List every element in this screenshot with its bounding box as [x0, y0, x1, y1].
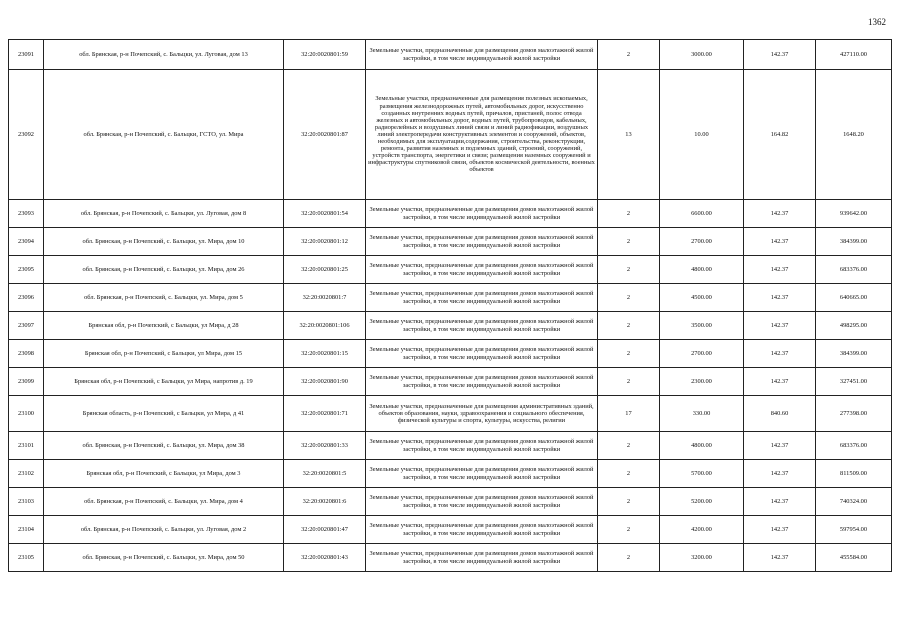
row-category: 2: [598, 432, 660, 460]
row-id: 23097: [9, 312, 44, 340]
row-id: 23093: [9, 200, 44, 228]
row-address: обл. Брянская, р-н Почепский, с. Бальцки, ул. Мира, дом 4: [44, 488, 284, 516]
table-row: [9, 488, 892, 516]
table-row: [9, 228, 892, 256]
row-area: 3000.00: [660, 40, 744, 70]
table-row: [9, 256, 892, 284]
row-category: 2: [598, 40, 660, 70]
row-value: 277398.00: [816, 396, 892, 432]
table-row: [9, 460, 892, 488]
row-id: 23091: [9, 40, 44, 70]
row-id: 23105: [9, 544, 44, 572]
row-cadastral-number: 32:20:0020801:47: [284, 516, 366, 544]
row-address: Брянская обл, р-н Почепский, с Бальцки, ул Мира, дом 15: [44, 340, 284, 368]
row-area: 4800.00: [660, 256, 744, 284]
row-area: 3200.00: [660, 544, 744, 572]
table-row: [9, 432, 892, 460]
row-rate: 142.37: [744, 460, 816, 488]
row-value: 1648.20: [816, 70, 892, 200]
table-row: [9, 70, 892, 200]
row-address: Брянская обл, р-н Почепский, с Бальцки, ул Мира, дом 3: [44, 460, 284, 488]
table-row: [9, 340, 892, 368]
row-category: 2: [598, 368, 660, 396]
row-cadastral-number: 32:20:0020801:25: [284, 256, 366, 284]
row-cadastral-number: 32:20:0020801:7: [284, 284, 366, 312]
row-value: 327451.00: [816, 368, 892, 396]
table-row: [9, 368, 892, 396]
row-rate: 142.37: [744, 488, 816, 516]
row-address: Брянская область, р-н Почепский, с Бальцки, ул Мира, д 41: [44, 396, 284, 432]
row-land-use: Земельные участки, предназначенные для размещения домов малоэтажной жилой застройки, в том числе индивидуальной жилой застройки: [366, 228, 598, 256]
row-area: 4200.00: [660, 516, 744, 544]
row-rate: 142.37: [744, 256, 816, 284]
row-id: 23099: [9, 368, 44, 396]
row-value: 455584.00: [816, 544, 892, 572]
row-rate: 142.37: [744, 516, 816, 544]
row-cadastral-number: 32:20:0020801:43: [284, 544, 366, 572]
row-area: 4500.00: [660, 284, 744, 312]
row-value: 683376.00: [816, 432, 892, 460]
row-category: 2: [598, 312, 660, 340]
row-rate: 142.37: [744, 312, 816, 340]
row-land-use: Земельные участки, предназначенные для размещения домов малоэтажной жилой застройки, в том числе индивидуальной жилой застройки: [366, 312, 598, 340]
row-address: обл. Брянская, р-н Почепский, с. Бальцки, ул. Мира, дом 26: [44, 256, 284, 284]
row-value: 811509.00: [816, 460, 892, 488]
row-id: 23103: [9, 488, 44, 516]
row-rate: 164.82: [744, 70, 816, 200]
row-area: 3500.00: [660, 312, 744, 340]
row-address: обл. Брянская, р-н Почепский, с. Бальцки, ул. Луговая, дом 13: [44, 40, 284, 70]
row-land-use: Земельные участки, предназначенные для размещения домов малоэтажной жилой застройки, в том числе индивидуальной жилой застройки: [366, 200, 598, 228]
row-value: 740324.00: [816, 488, 892, 516]
row-category: 2: [598, 256, 660, 284]
row-rate: 142.37: [744, 40, 816, 70]
row-land-use: Земельные участки, предназначенные для размещения домов малоэтажной жилой застройки, в том числе индивидуальной жилой застройки: [366, 368, 598, 396]
row-id: 23101: [9, 432, 44, 460]
table-row: [9, 544, 892, 572]
row-area: 10.00: [660, 70, 744, 200]
row-cadastral-number: 32:20:0020801:54: [284, 200, 366, 228]
table-row: [9, 516, 892, 544]
row-category: 2: [598, 488, 660, 516]
row-land-use: Земельные участки, предназначенные для размещения полезных ископаемых, размещения железнодорожных путей, автомобильных дорог, искусственно созданных внутренних водных путей, причалов, пристаней, полос отвода железных и автомобильных дорог, водных путей, трубопроводов, кабельных, радиорелейных и воздушных линий связи и линий радиофикации, воздушных линий электропередачи конструктивных элементов и сооружений, объектов, необходимых для эксплуатации,содержания, строительства, реконструкции, ремонта, развития наземных и подземных зданий, строений, сооружений, устройств транспорта, энергетики и связи; размещения наземных сооружений и инфраструктуры спутниковой связи, объектов космической деятельности, военных объектов: [366, 70, 598, 200]
row-address: Брянская обл, р-н Почепский, с Бальцки, ул Мира, д 28: [44, 312, 284, 340]
row-rate: 142.37: [744, 284, 816, 312]
row-area: 330.00: [660, 396, 744, 432]
row-address: обл. Брянская, р-н Почепский, с. Бальцки, ул. Мира, дом 38: [44, 432, 284, 460]
row-land-use: Земельные участки, предназначенные для размещения домов малоэтажной жилой застройки, в том числе индивидуальной жилой застройки: [366, 256, 598, 284]
row-rate: 142.37: [744, 544, 816, 572]
row-id: 23098: [9, 340, 44, 368]
row-land-use: Земельные участки, предназначенные для размещения домов малоэтажной жилой застройки, в том числе индивидуальной жилой застройки: [366, 284, 598, 312]
row-category: 2: [598, 460, 660, 488]
row-value: 498295.00: [816, 312, 892, 340]
row-rate: 142.37: [744, 200, 816, 228]
row-address: Брянская обл, р-н Почепский, с Бальцки, ул Мира, напротив д. 19: [44, 368, 284, 396]
row-category: 2: [598, 340, 660, 368]
row-land-use: Земельные участки, предназначенные для размещения домов малоэтажной жилой застройки, в том числе индивидуальной жилой застройки: [366, 544, 598, 572]
row-address: обл. Брянская, р-н Почепский, с. Бальцки, ул. Луговая, дом 8: [44, 200, 284, 228]
row-id: 23104: [9, 516, 44, 544]
row-category: 2: [598, 284, 660, 312]
row-land-use: Земельные участки, предназначенные для размещения домов малоэтажной жилой застройки, в том числе индивидуальной жилой застройки: [366, 460, 598, 488]
row-land-use: Земельные участки, предназначенные для размещения домов малоэтажной жилой застройки, в том числе индивидуальной жилой застройки: [366, 516, 598, 544]
row-cadastral-number: 32:20:0020801:71: [284, 396, 366, 432]
row-area: 2700.00: [660, 228, 744, 256]
row-land-use: Земельные участки, предназначенные для размещения домов малоэтажной жилой застройки, в том числе индивидуальной жилой застройки: [366, 432, 598, 460]
row-category: 17: [598, 396, 660, 432]
table-row: [9, 200, 892, 228]
row-value: 597954.00: [816, 516, 892, 544]
row-rate: 840.60: [744, 396, 816, 432]
row-id: 23094: [9, 228, 44, 256]
row-cadastral-number: 32:20:0020801:90: [284, 368, 366, 396]
row-value: 384399.00: [816, 340, 892, 368]
row-cadastral-number: 32:20:0020801:5: [284, 460, 366, 488]
row-rate: 142.37: [744, 340, 816, 368]
row-land-use: Земельные участки, предназначенные для размещения домов малоэтажной жилой застройки, в том числе индивидуальной жилой застройки: [366, 40, 598, 70]
row-address: обл. Брянская, р-н Почепский, с. Бальцки, ГСТО, ул. Мира: [44, 70, 284, 200]
row-id: 23102: [9, 460, 44, 488]
table-row: [9, 40, 892, 70]
row-area: 2700.00: [660, 340, 744, 368]
row-value: 384399.00: [816, 228, 892, 256]
row-rate: 142.37: [744, 368, 816, 396]
cadastral-registry-table: [8, 39, 892, 572]
row-value: 427110.00: [816, 40, 892, 70]
row-address: обл. Брянская, р-н Почепский, с. Бальцки, ул. Мира, дом 50: [44, 544, 284, 572]
row-id: 23096: [9, 284, 44, 312]
row-area: 2300.00: [660, 368, 744, 396]
row-land-use: Земельные участки, предназначенные для размещения административных зданий, объектов образования, науки, здравоохранения и социального обеспечения, физической культуры и спорта, культуры, искусства, религии: [366, 396, 598, 432]
row-land-use: Земельные участки, предназначенные для размещения домов малоэтажной жилой застройки, в том числе индивидуальной жилой застройки: [366, 340, 598, 368]
page-number: 1362: [868, 17, 886, 27]
row-value: 683376.00: [816, 256, 892, 284]
row-cadastral-number: 32:20:0020801:106: [284, 312, 366, 340]
row-category: 2: [598, 516, 660, 544]
row-category: 2: [598, 544, 660, 572]
row-address: обл. Брянская, р-н Почепский, с. Бальцки, ул. Луговая, дом 2: [44, 516, 284, 544]
table-row: [9, 312, 892, 340]
row-value: 640665.00: [816, 284, 892, 312]
table-row: [9, 284, 892, 312]
row-value: 939642.00: [816, 200, 892, 228]
row-cadastral-number: 32:20:0020801:59: [284, 40, 366, 70]
row-cadastral-number: 32:20:0020801:12: [284, 228, 366, 256]
row-area: 5200.00: [660, 488, 744, 516]
row-area: 5700.00: [660, 460, 744, 488]
row-cadastral-number: 32:20:0020801:87: [284, 70, 366, 200]
row-rate: 142.37: [744, 432, 816, 460]
row-id: 23092: [9, 70, 44, 200]
row-address: обл. Брянская, р-н Почепский, с. Бальцки, ул. Мира, дом 10: [44, 228, 284, 256]
row-cadastral-number: 32:20:0020801:6: [284, 488, 366, 516]
row-land-use: Земельные участки, предназначенные для размещения домов малоэтажной жилой застройки, в том числе индивидуальной жилой застройки: [366, 488, 598, 516]
row-cadastral-number: 32:20:0020801:15: [284, 340, 366, 368]
row-id: 23095: [9, 256, 44, 284]
row-category: 13: [598, 70, 660, 200]
table-row: [9, 396, 892, 432]
row-area: 4800.00: [660, 432, 744, 460]
row-area: 6600.00: [660, 200, 744, 228]
row-id: 23100: [9, 396, 44, 432]
row-cadastral-number: 32:20:0020801:33: [284, 432, 366, 460]
row-category: 2: [598, 228, 660, 256]
row-category: 2: [598, 200, 660, 228]
row-address: обл. Брянская, р-н Почепский, с. Бальцки, ул. Мира, дом 5: [44, 284, 284, 312]
row-rate: 142.37: [744, 228, 816, 256]
